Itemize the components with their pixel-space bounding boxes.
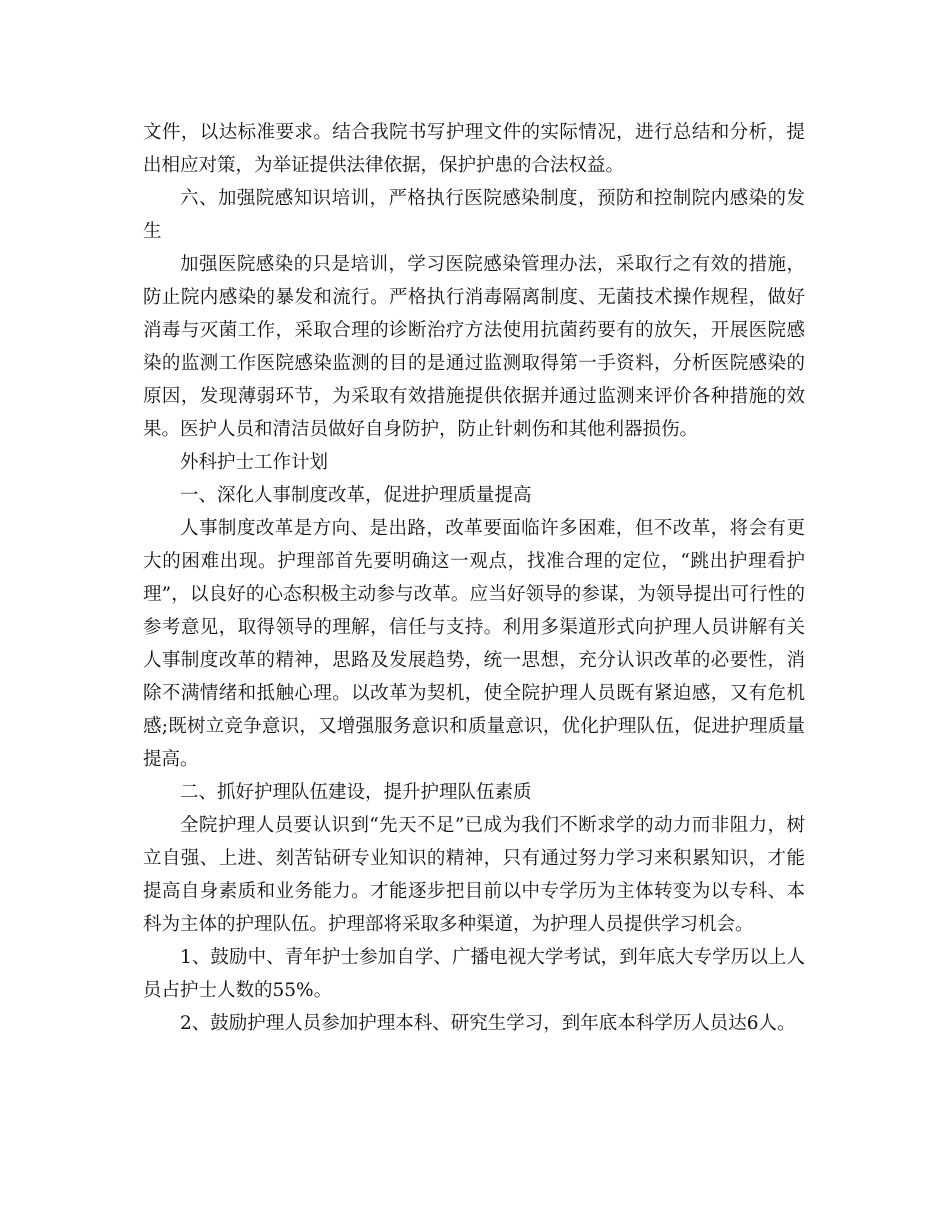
document-body [143,116,805,1040]
section-heading-infection-training: 六、加强院感知识培训，严格执行医院感染制度，预防和控制院内感染的发生 [143,188,805,242]
list-item-1: 1、鼓励中、青年护士参加自学、广播电视大学考试，到年底大专学历以上人员占护士人数的55%。 [143,947,805,1001]
paragraph-personnel-reform: 人事制度改革是方向、是出路，改革要面临许多困难，但不改革，将会有更大的困难出现。护理部首先要明确这一观点，找准合理的定位，“跳出护理看护理”，以良好的心态积极主动参与改革。应当好领导的参谋，为领导提出可行性的参考意见，取得领导的理解，信任与支持。利用多渠道形式向护理人员讲解有关人事制度改革的精神，思路及发展趋势，统一思想，充分认识改革的必要性，消除不满情绪和抵触心理。以改革为契机，使全院护理人员既有紧迫感，又有危机感;既树立竞争意识，又增强服务意识和质量意识，优化护理队伍，促进护理质量提高。 [143,518,805,770]
section-heading-personnel-reform: 一、深化人事制度改革，促进护理质量提高 [180,485,532,506]
paragraph-team-building: 全院护理人员要认识到“先天不足”已成为我们不断求学的动力而非阻力，树立自强、上进、刻苦钻研专业知识的精神，只有通过努力学习来积累知识，才能提高自身素质和业务能力。才能逐步把目前以中专学历为主体转变为以专科、本科为主体的护理队伍。护理部将采取多种渠道，为护理人员提供学习机会。 [143,815,805,935]
section-heading-team-building: 二、抓好护理队伍建设，提升护理队伍素质 [180,782,532,803]
paragraph-infection-training: 加强医院感染的只是培训，学习医院感染管理办法，采取行之有效的措施，防止院内感染的暴发和流行。严格执行消毒隔离制度、无菌技术操作规程，做好消毒与灭菌工作，采取合理的诊断治疗方法使用抗菌药要有的放矢，开展医院感染的监测工作医院感染监测的目的是通过监测取得第一手资料，分析医院感染的原因，发现薄弱环节，为采取有效措施提供依据并通过监测来评价各种措施的效果。医护人员和清洁员做好自身防护，防止针刺伤和其他利器损伤。 [143,254,805,440]
document-title-surgical-nurse-plan: 外科护士工作计划 [180,452,329,473]
paragraph-continuation: 文件，以达标准要求。结合我院书写护理文件的实际情况，进行总结和分析，提出相应对策，为举证提供法律依据，保护护患的合法权益。 [143,122,805,176]
list-item-2: 2、鼓励护理人员参加护理本科、研究生学习，到年底本科学历人员达6人。 [180,1013,796,1034]
